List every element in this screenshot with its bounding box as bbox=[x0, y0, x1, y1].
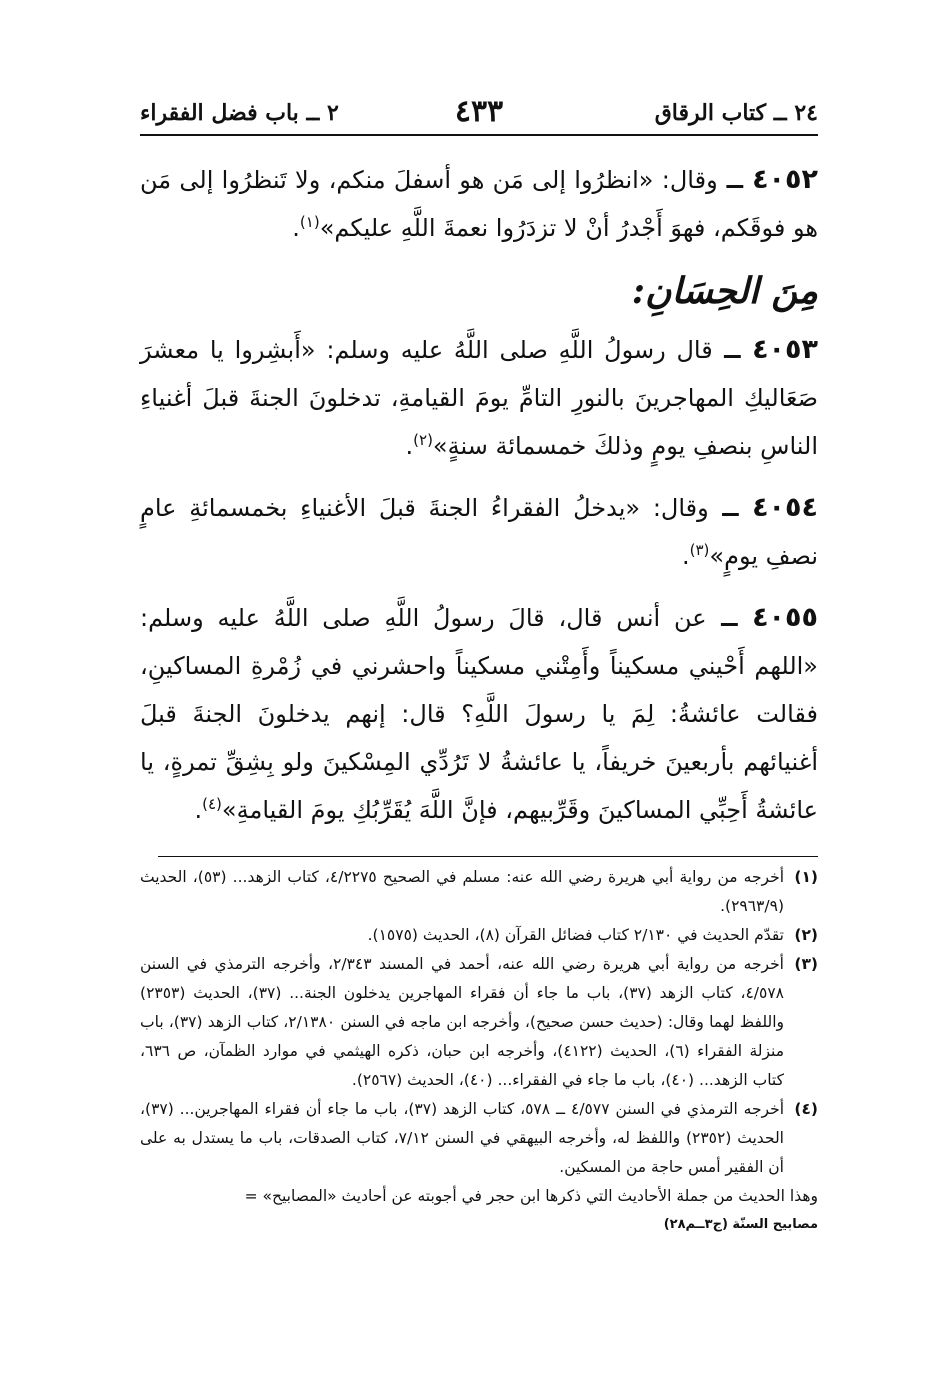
hadith-dash: ــ bbox=[708, 494, 753, 522]
footnote-2 bbox=[140, 921, 818, 950]
footnote-4 bbox=[140, 1095, 818, 1182]
hadith-end: . bbox=[405, 432, 414, 460]
hadith-number: ٤٠٥٣ bbox=[752, 334, 818, 365]
hadith-end: . bbox=[681, 542, 690, 570]
hadith-text: وقال: «يدخلُ الفقراءُ الجنةَ قبلَ الأغنياءِ بخمسمائةِ عامٍ نصفِ يومٍ» bbox=[140, 494, 818, 570]
main-text bbox=[140, 156, 818, 834]
hadith-4052 bbox=[140, 156, 818, 252]
section-heading: مِنَ الحِسَانِ: bbox=[631, 270, 818, 312]
hadith-end: . bbox=[292, 214, 300, 242]
footnote-ref: (٢) bbox=[413, 431, 433, 449]
footnote-ref: (٤) bbox=[202, 795, 222, 813]
footnote-divider bbox=[158, 856, 818, 857]
footnote-number: (٣) bbox=[794, 955, 818, 973]
footnote-ref: (٣) bbox=[689, 541, 710, 559]
hadith-dash: ــ bbox=[717, 166, 753, 194]
footnote-number: (٢) bbox=[794, 926, 818, 944]
hadith-dash: ــ bbox=[706, 604, 753, 632]
hadith-4054 bbox=[140, 484, 818, 580]
hadith-number: ٤٠٥٥ bbox=[752, 602, 818, 633]
chapter-title: ٢ ــ باب فضل الفقراء bbox=[140, 100, 339, 126]
hadith-4055 bbox=[140, 594, 818, 834]
hadith-number: ٤٠٥٤ bbox=[752, 492, 818, 523]
footnote-1 bbox=[140, 863, 818, 921]
source-line: مصابيح السنّة (ج٣ــم٢٨) bbox=[663, 1217, 818, 1232]
hadith-4053 bbox=[140, 326, 818, 470]
hadith-dash: ــ bbox=[712, 336, 753, 364]
footnote-text: تقدّم الحديث في ٢/١٣٠ كتاب فضائل القرآن (٨)، الحديث (١٥٧٥). bbox=[367, 926, 784, 944]
book-title: ٢٤ ــ كتاب الرقاق bbox=[654, 100, 818, 126]
footnote-text: أخرجه الترمذي في السنن ٤/٥٧٧ ــ ٥٧٨، كتاب الزهد (٣٧)، باب ما جاء أن فقراء المهاجرين... (٣٧)، الحديث (٢٣٥٢) واللفظ له، وأخرجه البيهقي في السنن ٧/١٢، كتاب الصدقات، باب ما يستدل به على أن الفقير أمس حاجة من المسكين. bbox=[140, 1100, 784, 1176]
hadith-text: قال رسولُ اللَّهِ صلى اللَّهُ عليه وسلم: «أَبشِروا يا معشرَ صَعَاليكِ المهاجرينَ بالنورِ التامِّ يومَ القيامةِ، تدخلونَ الجنةَ قبلَ أغنياءِ الناسِ بنصفِ يومٍ وذلكَ خمسمائة سنةٍ» bbox=[140, 336, 818, 460]
hadith-text: وقال: «انظرُوا إلى مَن هو أسفلَ منكم، ولا تَنظرُوا إلى مَن هو فوقَكم، فهوَ أَجْدرُ أنْ لا تزدَرُوا نعمةَ اللَّهِ عليكم» bbox=[140, 166, 818, 242]
running-header bbox=[140, 94, 818, 136]
footnote-number: (١) bbox=[794, 868, 818, 886]
footnote-3 bbox=[140, 950, 818, 1095]
footnotes bbox=[140, 863, 818, 1211]
footnote-number: (٤) bbox=[794, 1100, 818, 1118]
hadith-text: عن أنس قال، قالَ رسولُ اللَّهِ صلى اللَّهُ عليه وسلم: «اللهم أَحْيني مسكيناً وأَمِتْني مسكيناً واحشرني في زُمْرةِ المساكينِ، فقالت عائشةُ: لِمَ يا رسولَ اللَّهِ؟ قال: إنهم يدخلونَ الجنةَ قبلَ أغنيائهم بأربعينَ خريفاً، يا عائشةُ لا تَرُدِّي المِسْكينَ ولو بِشِقِّ تمرةٍ، يا عائشةُ أَحِبِّي المساكينَ وقَرِّبيهم، فإنَّ اللَّهَ يُقَرِّبُكِ يومَ القيامةِ» bbox=[140, 604, 818, 824]
footnote-text: أخرجه من رواية أبي هريرة رضي الله عنه: مسلم في الصحيح ٤/٢٢٧٥، كتاب الزهد... (٥٣)، الحديث (٢٩٦٣/٩). bbox=[140, 868, 784, 915]
hadith-number: ٤٠٥٢ bbox=[752, 164, 818, 195]
footnote-continuation: وهذا الحديث من جملة الأحاديث التي ذكرها ابن حجر في أجوبته عن أحاديث «المصابيح» = bbox=[244, 1187, 818, 1205]
footnote-text: أخرجه من رواية أبي هريرة رضي الله عنه، أحمد في المسند ٢/٣٤٣، وأخرجه الترمذي في السنن ٤/٥٧٨، كتاب الزهد (٣٧)، باب ما جاء أن فقراء المهاجرين يدخلون الجنة... (٣٧)، الحديث (٢٣٥٣) واللفظ لهما وقال: (حديث حسن صحيح)، وأخرجه ابن ماجه في السنن ٢/١٣٨٠، كتاب الزهد (٣٧)، باب منزلة الفقراء (٦)، الحديث (٤١٢٢)، وأخرجه ابن حبان، ذكره الهيثمي في موارد الظمآن، ص ٦٣٦، كتاب الزهد... (٤٠)، باب ما جاء في الفقراء... (٤٠)، الحديث (٢٥٦٧). bbox=[140, 955, 785, 1089]
book-page bbox=[140, 94, 818, 1235]
page-number: ٤٣٣ bbox=[454, 94, 504, 129]
footnote-ref: (١) bbox=[299, 213, 320, 231]
hadith-end: . bbox=[194, 796, 203, 824]
